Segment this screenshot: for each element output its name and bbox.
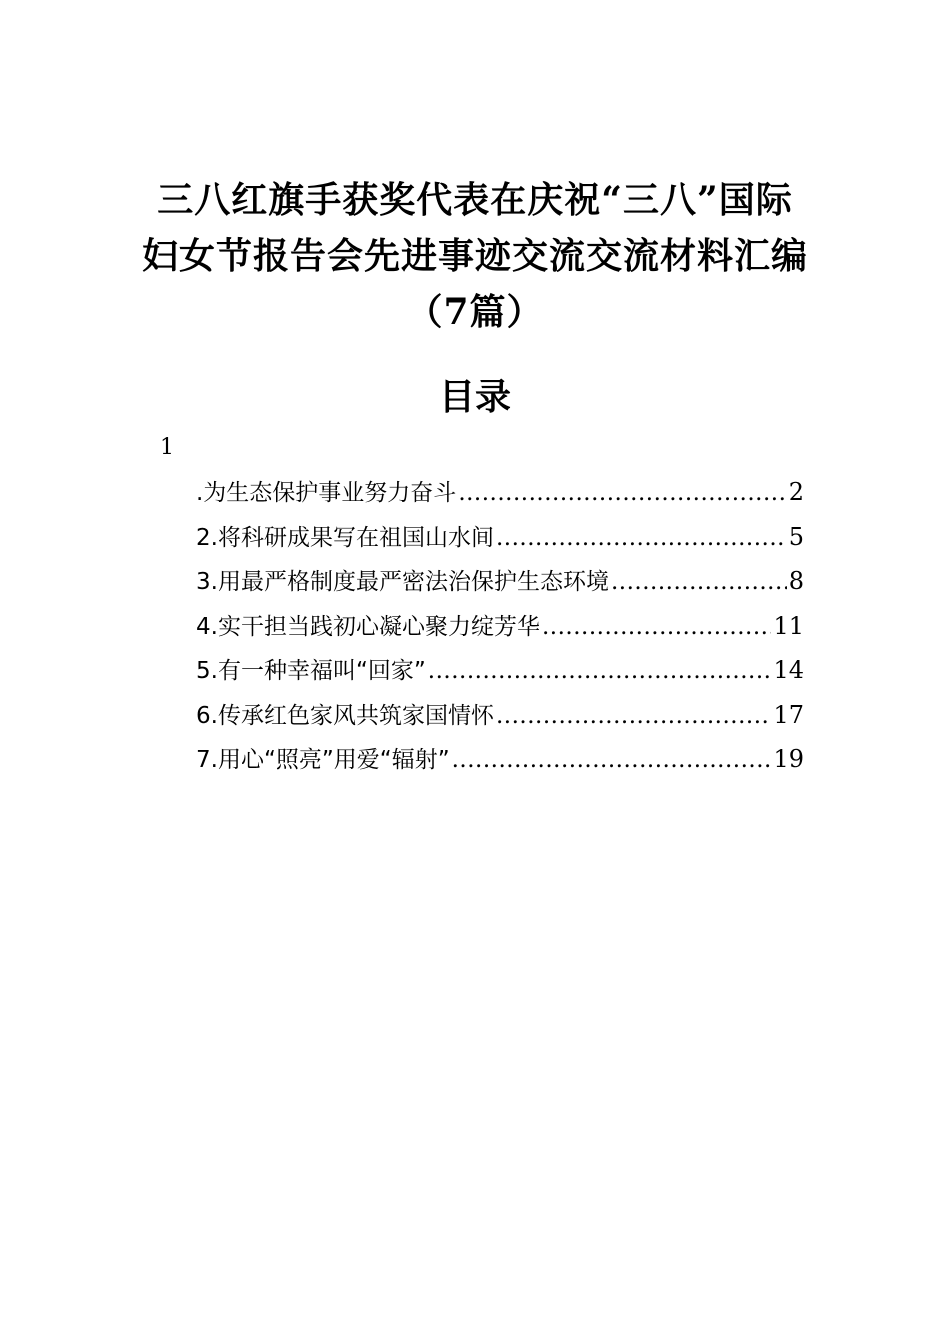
toc-entry-title: 7.用心“照亮”用爱“辐射”: [196, 747, 450, 773]
title-line-1: 三八红旗手获奖代表在庆祝“三八”国际: [157, 179, 793, 221]
toc-entry-title: 6.传承红色家风共筑家国情怀: [196, 702, 494, 729]
table-of-contents: [196, 474, 804, 786]
toc-entry-5[interactable]: [196, 652, 804, 697]
toc-entry-title: 4.实干担当践初心凝心聚力绽芳华: [196, 613, 540, 640]
toc-entry-title: 3.用最严格制度最严密法治保护生态环境: [196, 569, 609, 595]
toc-heading: 目录: [438, 376, 511, 418]
toc-leader-dots: [542, 614, 772, 640]
toc-leader-dots: [611, 569, 787, 595]
toc-entry-title: .为生态保护事业努力奋斗: [196, 480, 457, 506]
toc-entry-7[interactable]: [196, 741, 804, 786]
toc-entry-title: 5.有一种幸福叫“回家”: [196, 658, 426, 684]
toc-entry-page: 14: [773, 656, 804, 684]
toc-entry-1[interactable]: [196, 474, 804, 519]
title-line-3: （7篇）: [406, 291, 544, 333]
toc-entry-6[interactable]: [196, 697, 804, 742]
toc-entry-page: 17: [773, 700, 804, 729]
toc-entry-page: 11: [773, 611, 804, 640]
toc-entry-2[interactable]: [196, 519, 804, 564]
toc-leader-dots: [452, 747, 772, 773]
toc-leader-dots: [458, 480, 786, 506]
toc-leader-dots: [496, 525, 787, 551]
title-line-2: 妇女节报告会先进事迹交流交流材料汇编: [141, 235, 808, 277]
toc-entry-page: 5: [788, 522, 804, 551]
toc-entry-page: 8: [788, 567, 804, 595]
document-title: [0, 172, 950, 340]
toc-entry-title: 2.将科研成果写在祖国山水间: [196, 524, 494, 551]
toc-entry-4[interactable]: [196, 608, 804, 653]
toc-entry-page: 19: [773, 745, 804, 773]
toc-entry-page: 2: [788, 478, 804, 506]
toc-leader-dots: [496, 703, 772, 729]
toc-entry-3[interactable]: [196, 563, 804, 608]
toc-leader-dots: [428, 658, 772, 684]
toc-stray-number: 1: [160, 435, 174, 460]
